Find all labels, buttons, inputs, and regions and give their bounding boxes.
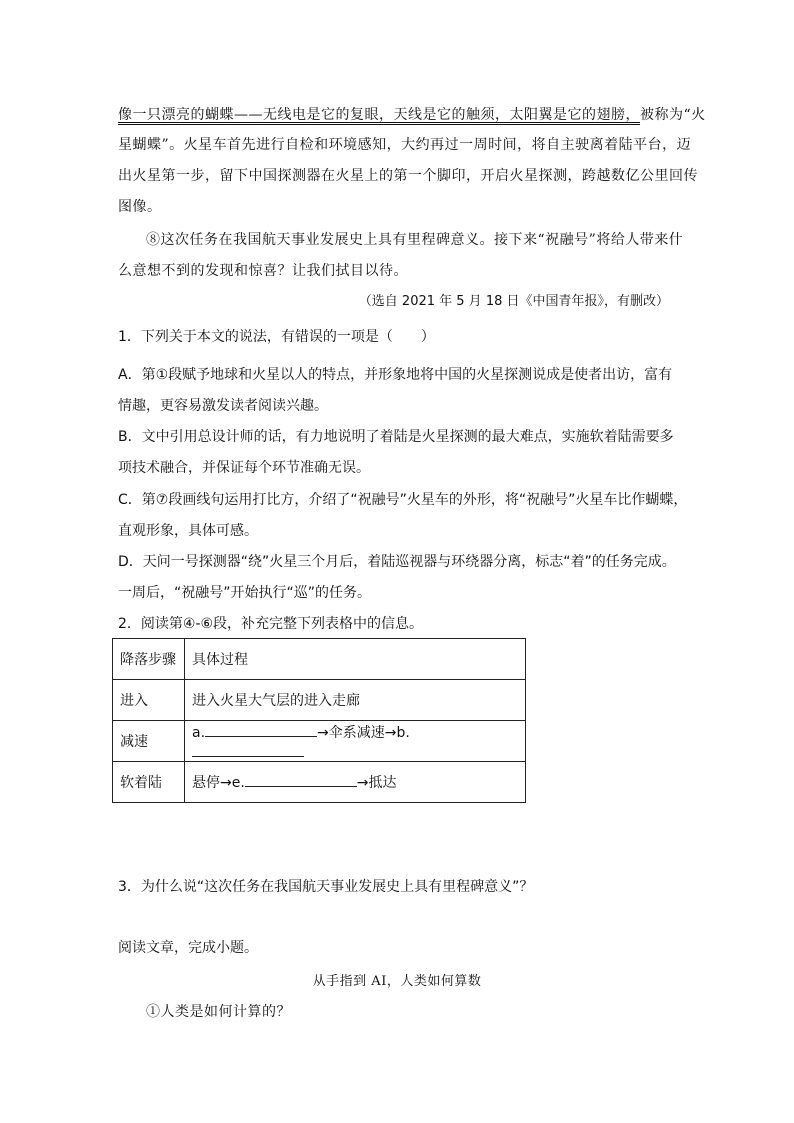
step-land: 软着陆: [113, 762, 185, 803]
process-enter: 进入火星大气层的进入走廊: [185, 680, 526, 721]
process-land: [185, 762, 526, 803]
option-d-line-1: D．天问一号探测器“绕”火星三个月后，着陆巡视器与环绕器分离，标志“着”的任务完成。: [118, 554, 676, 570]
table-row: [113, 639, 526, 680]
table-header-step: 降落步骤: [113, 639, 185, 680]
landing-steps-table: [112, 638, 526, 803]
table-header-process: 具体过程: [185, 639, 526, 680]
passage-line-4: 图像。: [118, 199, 162, 215]
table-row: [113, 721, 526, 762]
option-d-line-2: 一周后，“祝融号”开始执行“巡”的任务。: [118, 585, 372, 601]
process-slow: [185, 721, 526, 762]
paragraph-8-line-2: 么意想不到的发现和惊喜？让我们拭目以待。: [118, 263, 408, 279]
source-citation: （选自 2021 年 5 月 18 日《中国青年报》，有删改）: [358, 294, 669, 309]
option-b-line-2: 项技术融合，并保证每个环节准确无误。: [118, 460, 370, 476]
paragraph-8-line-1: ⑧这次任务在我国航天事业发展史上具有里程碑意义。接下来“祝融号”将给人带来什: [146, 232, 684, 248]
blank-a-label: a.: [192, 724, 206, 741]
reading-instruction: 阅读文章，完成小题。: [118, 940, 258, 956]
question-3-stem: 3．为什么说“这次任务在我国航天事业发展史上具有里程碑意义”？: [118, 879, 534, 895]
option-a-line-2: 情趣，更容易激发读者阅读兴趣。: [118, 398, 328, 414]
answer-blank-e[interactable]: [245, 772, 357, 787]
answer-blank-b[interactable]: [192, 742, 304, 757]
option-c-line-2: 直观形象，具体可感。: [118, 523, 258, 539]
passage-line-1: [118, 104, 706, 124]
article-title: 从手指到 AI，人类如何算数: [312, 974, 482, 989]
step-slow: 减速: [113, 721, 185, 762]
table-row: [113, 762, 526, 803]
blank-e-label: 悬停→e.: [192, 775, 245, 791]
question-1-stem: 1．下列关于本文的说法，有错误的一项是（ ）: [118, 329, 435, 345]
blank-b-label: →伞系减速→b.: [317, 724, 410, 741]
step-enter: 进入: [113, 680, 185, 721]
passage-line-1-rest: 被称为“火: [640, 107, 706, 123]
answer-blank-a[interactable]: [205, 722, 317, 737]
underlined-sentence: 像一只漂亮的蝴蝶——无线电是它的复眼，天线是它的触须，太阳翼是它的翅膀，: [118, 107, 640, 123]
question-2-stem: 2．阅读第④-⑥段，补充完整下列表格中的信息。: [118, 616, 424, 632]
passage-line-2: 星蝴蝶”。火星车首先进行自检和环境感知，大约再过一周时间，将自主驶离着陆平台，迈: [118, 137, 692, 153]
passage-line-3: 出火星第一步，留下中国探测器在火星上的第一个脚印，开启火星探测，跨越数亿公里回传: [118, 168, 698, 184]
option-c-line-1: C．第⑦段画线句运用打比方，介绍了“祝融号”火星车的外形，将“祝融号”火星车比作蝴蝶，: [118, 492, 688, 508]
table-row: [113, 680, 526, 721]
option-b-line-1: B．文中引用总设计师的话，有力地说明了着陆是火星探测的最大难点，实施软着陆需要多: [118, 429, 674, 445]
arrive-label: →抵达: [356, 775, 397, 791]
article-paragraph-1: ①人类是如何计算的？: [146, 1004, 291, 1020]
option-a-line-1: A．第①段赋予地球和火星以人的特点，并形象地将中国的火星探测说成是使者出访，富有: [118, 367, 673, 383]
